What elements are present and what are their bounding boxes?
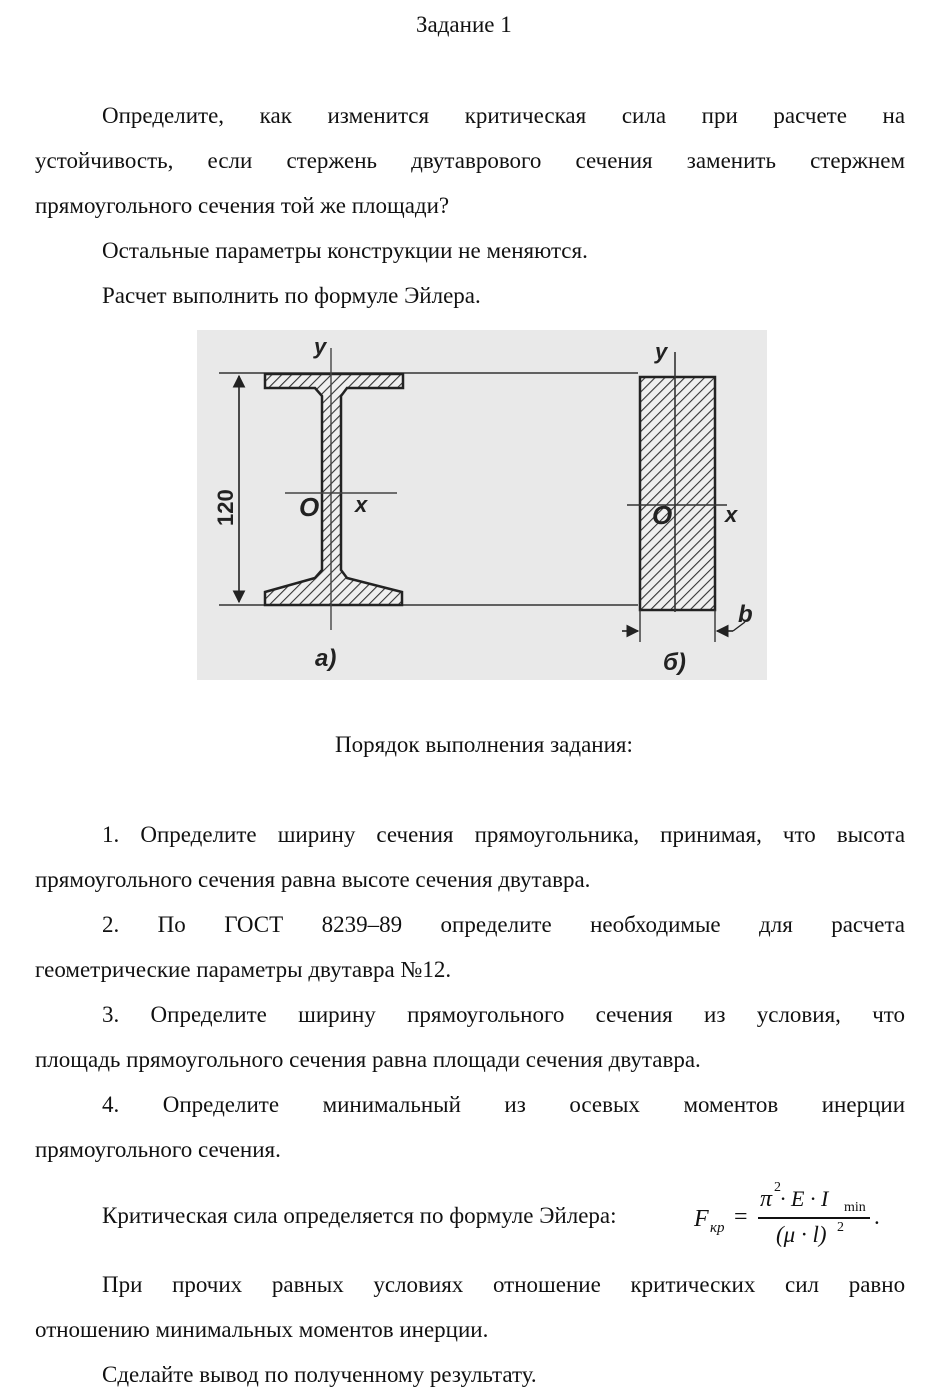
conclusion-final: Сделайте вывод по полученному результату. — [102, 1362, 537, 1387]
label-o-left: O — [299, 492, 320, 522]
step-1-line-2: прямоугольного сечения равна высоте сечения двутавра. — [35, 867, 591, 892]
caption-a: а) — [315, 645, 337, 672]
label-x-right: x — [725, 502, 738, 527]
intro-line-2: устойчивость, если стержень двутаврового сечения заменить стержнем — [35, 148, 906, 173]
formula-denominator: (μ · l) — [776, 1222, 827, 1247]
formula-den-power: 2 — [837, 1220, 844, 1235]
intro-line-1: Определите, как изменится критическая сила при расчете на — [102, 103, 906, 128]
task-title: Задание 1 — [416, 12, 512, 37]
rectangular-section — [640, 377, 715, 610]
intro-line-3: прямоугольного сечения той же площади? — [35, 193, 450, 218]
conclusion-line-1: При прочих равных условиях отношение критических сил равно — [102, 1272, 906, 1297]
formula-equals: = — [734, 1204, 748, 1230]
procedure-heading: Порядок выполнения задания: — [335, 732, 633, 757]
formula-sentence: Критическая сила определяется по формуле Эйлера: — [102, 1203, 617, 1228]
step-4-line-2: прямоугольного сечения. — [35, 1137, 281, 1162]
cross-section-figure — [197, 330, 767, 680]
label-o-right: O — [652, 500, 673, 530]
formula-pi-power: 2 — [774, 1180, 781, 1195]
label-x-left: x — [355, 492, 368, 517]
label-y-left: y — [314, 334, 327, 359]
formula-numerator-rest: · E · I — [780, 1186, 829, 1211]
formula-min-subscript: min — [844, 1200, 866, 1215]
step-3-line-2: площадь прямоугольного сечения равна площади сечения двутавра. — [35, 1047, 701, 1072]
caption-b: б) — [663, 649, 686, 676]
cross-section-drawing — [197, 330, 767, 680]
formula-f-subscript: кр — [710, 1220, 725, 1236]
fraction-bar — [758, 1217, 870, 1219]
euler-formula — [694, 1180, 894, 1255]
label-b: b — [738, 601, 753, 628]
step-1-line-1: 1. Определите ширину сечения прямоугольника, принимая, что высота — [102, 822, 906, 847]
formula-f: F — [694, 1206, 709, 1232]
step-4-line-1: 4. Определите минимальный из осевых моментов инерции — [102, 1092, 906, 1117]
formula-pi: π — [760, 1186, 773, 1212]
step-3-line-1: 3. Определите ширину прямоугольного сечения из условия, что — [102, 1002, 906, 1027]
step-2-line-1: 2. По ГОСТ 8239–89 определите необходимые для расчета — [102, 912, 905, 937]
formula-period: . — [874, 1204, 880, 1229]
intro-para-2: Остальные параметры конструкции не меняются. — [102, 238, 588, 263]
conclusion-line-2: отношению минимальных моментов инерции. — [35, 1317, 489, 1342]
label-dimension-120: 120 — [213, 489, 238, 526]
step-2-line-2: геометрические параметры двутавра №12. — [35, 957, 452, 982]
intro-para-3: Расчет выполнить по формуле Эйлера. — [102, 283, 481, 308]
label-y-right: y — [655, 339, 668, 364]
